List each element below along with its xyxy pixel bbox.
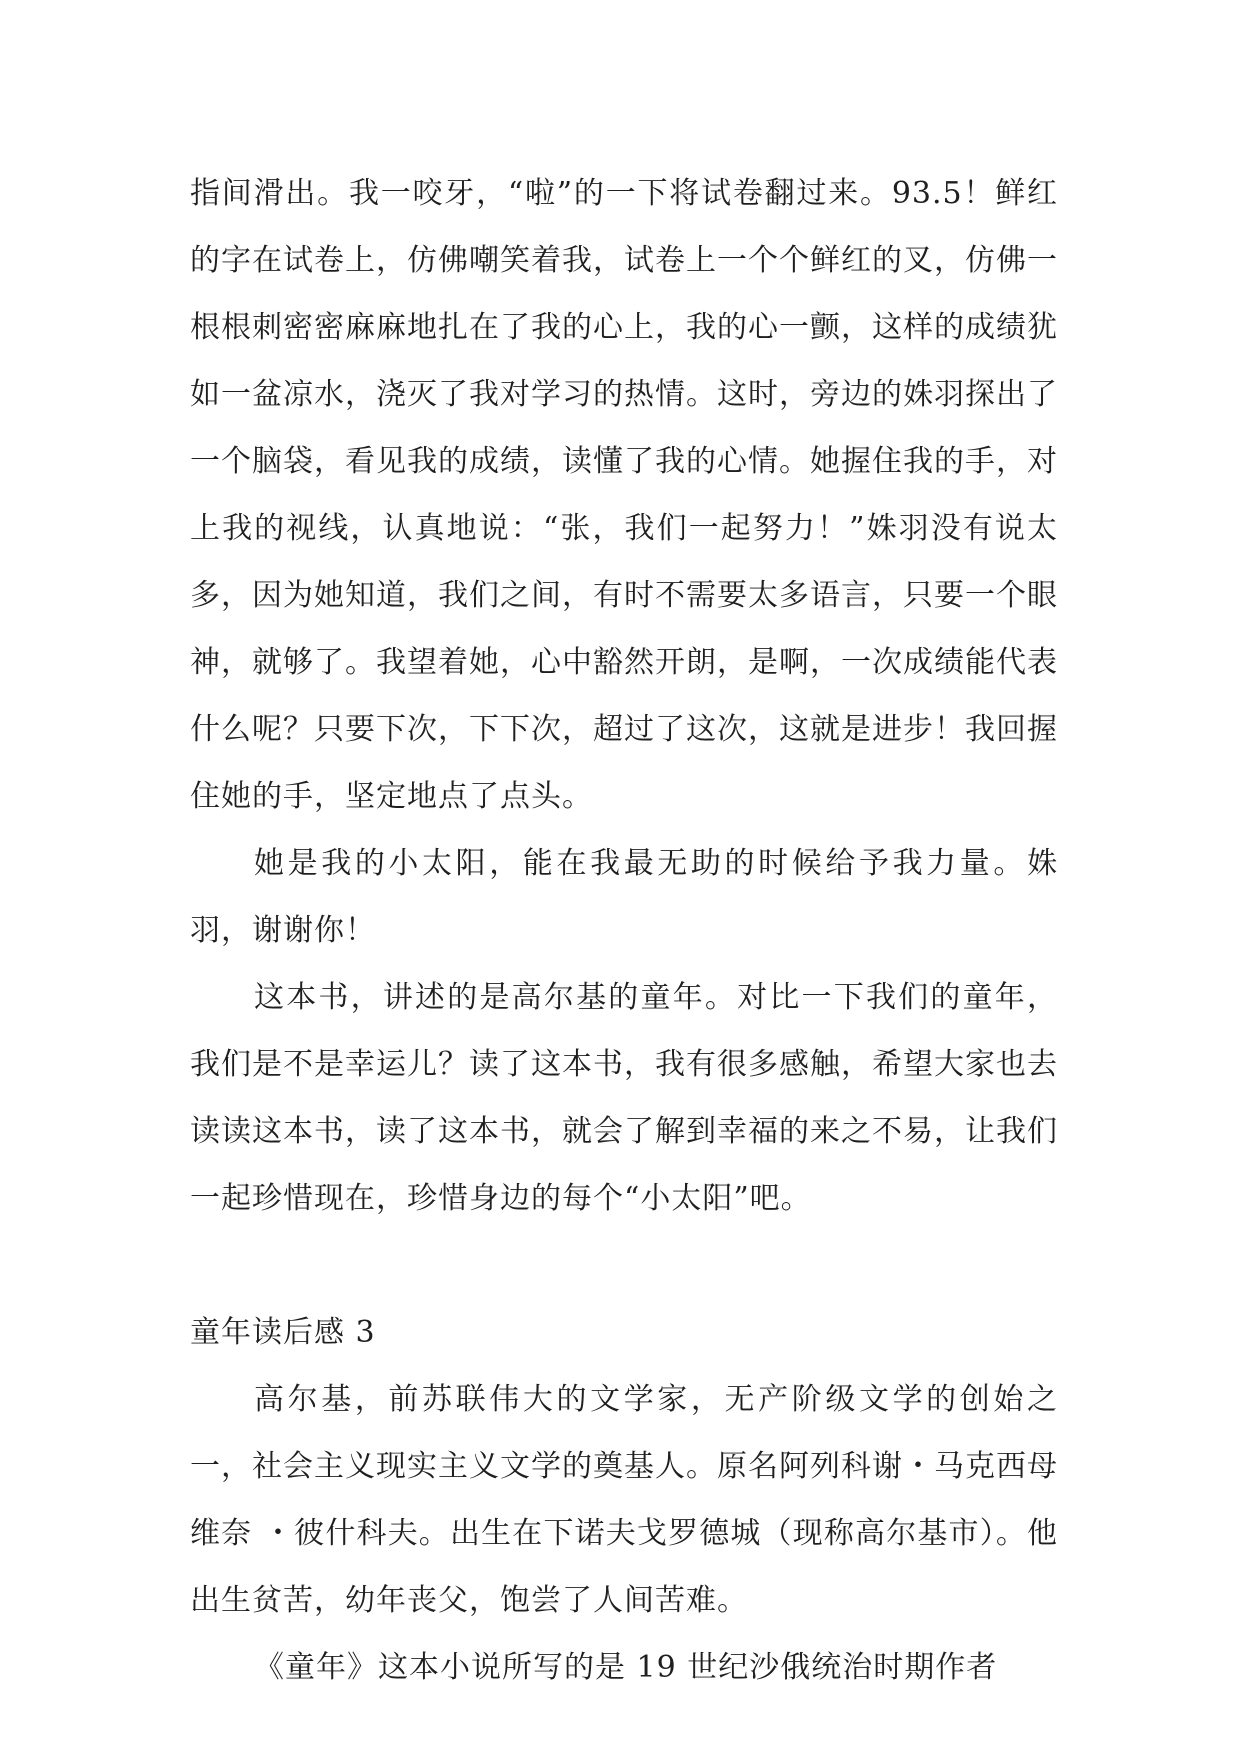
paragraph-3: 这本书，讲述的是高尔基的童年。对比一下我们的童年，我们是不是幸运儿？读了这本书，我有很多感触，希望大家也去读读这本书，读了这本书，就会了解到幸福的来之不易，让我们一起珍惜现在，珍惜身边的每个“小太阳”吧。 (190, 980, 1058, 1216)
paragraph-4: 高尔基，前苏联伟大的文学家，无产阶级文学的创始之一，社会主义现实主义文学的奠基人。原名阿列科谢・马克西母维奈 ・彼什科夫。出生在下诺夫戈罗德城（现称高尔基市）。他出生贫苦，幼年丧父，饱尝了人间苦难。 (190, 1382, 1058, 1618)
paragraph-1: 指间滑出。我一咬牙，“啦”的一下将试卷翻过来。93.5！鲜红的字在试卷上，仿佛嘲笑着我，试卷上一个个鲜红的叉，仿佛一根根刺密密麻麻地扎在了我的心上，我的心一颤，这样的成绩犹如一盆凉水，浇灭了我对学习的热情。这时，旁边的姝羽探出了一个脑袋，看见我的成绩，读懂了我的心情。她握住我的手，对上我的视线，认真地说：“张，我们一起努力！”姝羽没有说太多，因为她知道，我们之间，有时不需要太多语言，只要一个眼神，就够了。我望着她，心中豁然开朗，是啊，一次成绩能代表什么呢？只要下次，下下次，超过了这次，这就是进步！我回握住她的手，坚定地点了点头。 (190, 176, 1058, 814)
paragraph-5: 《童年》这本小说所写的是 19 世纪沙俄统治时期作者 (254, 1650, 998, 1685)
paragraph-2: 她是我的小太阳，能在我最无助的时候给予我力量。姝羽，谢谢你！ (190, 846, 1058, 948)
section-title: 童年读后感 3 (190, 1315, 376, 1350)
section-spacer (190, 1232, 1058, 1299)
document-body (190, 160, 1058, 1701)
